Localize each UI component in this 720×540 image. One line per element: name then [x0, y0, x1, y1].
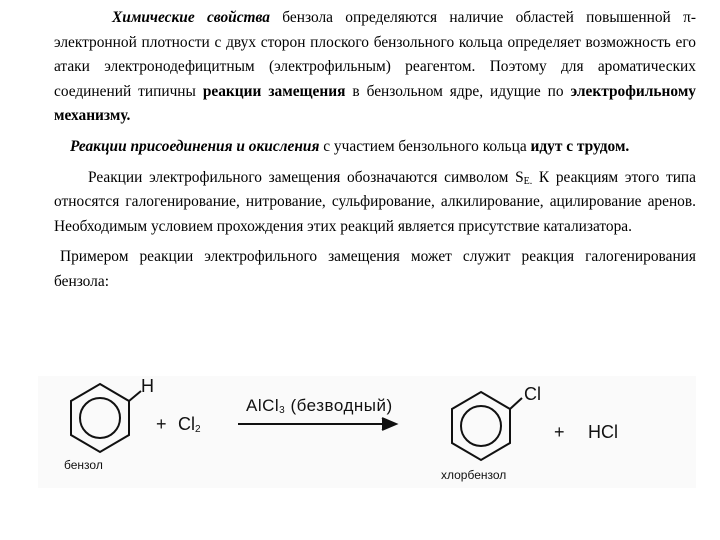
plus-sign: +: [156, 414, 167, 434]
term-substitution: реакции замещения: [202, 82, 346, 100]
reaction-condition: AlCl$_3$ (безводный): [246, 396, 393, 416]
plus-sign: +: [554, 422, 565, 442]
c-cl-bond: [510, 398, 522, 409]
paragraph-text: с участием бензольного кольца: [319, 137, 531, 155]
body-text: [54, 6, 696, 301]
paragraph-addition-oxidation: [54, 135, 696, 160]
atom-cl: Cl: [524, 384, 541, 404]
paragraph-se-reactions: [54, 166, 696, 240]
term-electrophilic-mechanism: электрофильному механизму.: [54, 82, 696, 125]
aromatic-circle: [461, 406, 501, 446]
term-chemical-properties: Химические свойства: [112, 9, 270, 26]
paragraph-text: в бензольном ядре, идущие по: [345, 82, 571, 100]
term-difficult: идут с трудом.: [530, 137, 630, 155]
c-h-bond: [129, 391, 141, 401]
paragraph-text: К реакциям этого типа относятся галогенирование, нитрование, сульфирование, алкилирование, ацилирование аренов. Необходимым условием прохождения этих реакций является присутствие катализатора.: [54, 168, 696, 235]
reaction-scheme: [38, 376, 696, 488]
paragraph-text: Реакции электрофильного замещения обозначаются символом S: [88, 168, 524, 186]
reagent-cl2: $Cl_2$: [178, 414, 201, 435]
paragraph-text: Примером реакции электрофильного замещения может служит реакция галогенирования бензола:: [54, 248, 696, 290]
arrow-head: [382, 418, 396, 430]
reactant-name: бензол: [64, 458, 103, 472]
aromatic-circle: [80, 398, 120, 438]
paragraph-example: [54, 245, 696, 294]
product-name: хлорбензол: [441, 468, 507, 482]
term-addition-oxidation: Реакции присоединения и окисления: [70, 137, 320, 155]
product-hcl: HCl: [588, 422, 618, 442]
symbol-subscript: E.: [523, 175, 533, 187]
atom-h: H: [141, 376, 154, 396]
paragraph-chemical-properties: [54, 6, 696, 129]
paragraph-text: бензола определяются наличие областей повышенной π-электронной плотности с двух сторон плоского бензольного кольца определяет возможность его атаки электронодефицитным (электрофильным) реагентом. Поэтому для ароматических соединений типичны: [54, 9, 696, 100]
